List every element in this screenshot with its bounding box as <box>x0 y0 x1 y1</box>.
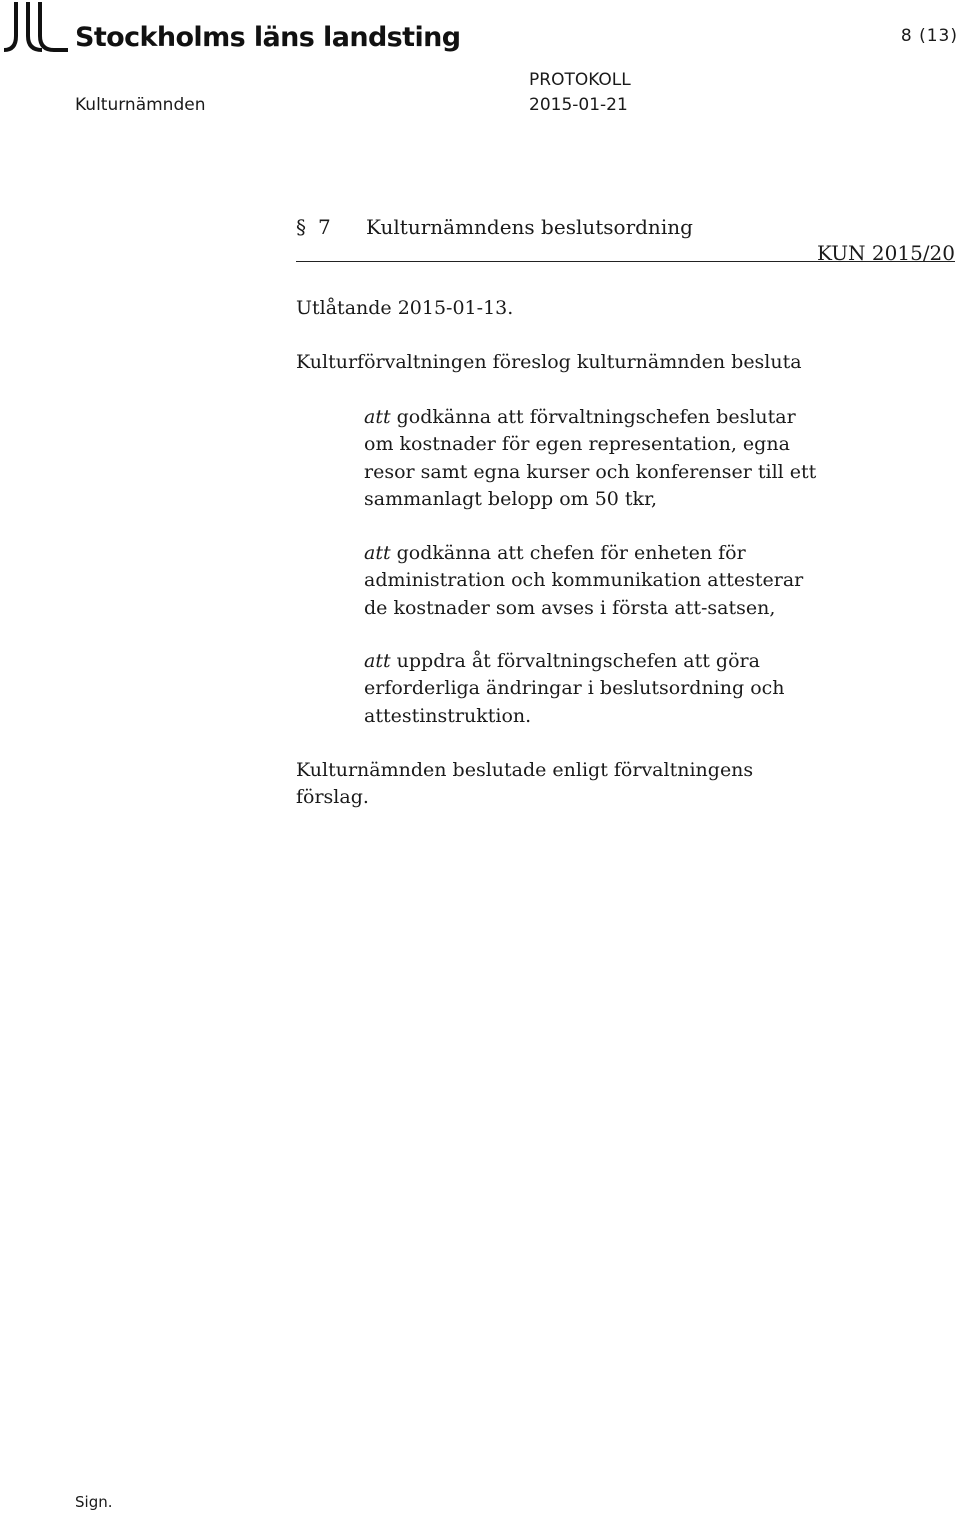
proposal-line: de kostnader som avses i första att-satsen, <box>364 596 776 619</box>
sll-logo-icon <box>2 0 72 56</box>
proposal-text: godkänna att förvaltningschefen beslutar <box>390 406 796 428</box>
proposal-line: resor samt egna kurser och konferenser till ett <box>364 460 817 483</box>
paragraph-sign: § <box>296 215 306 239</box>
decision-text <box>296 757 753 812</box>
proposal-line <box>364 648 924 675</box>
proposal-text: uppdra åt förvaltningschefen att göra <box>390 650 760 672</box>
proposal-line <box>364 404 924 431</box>
heading-divider <box>296 261 955 262</box>
proposal-line: sammanlagt belopp om 50 tkr, <box>364 487 658 510</box>
proposal-line: om kostnader för egen representation, egna <box>364 433 790 456</box>
proposal-intro: Kulturförvaltningen föreslog kulturnämnden besluta <box>296 351 802 373</box>
utlatande-line: Utlåtande 2015-01-13. <box>296 297 514 319</box>
document-type: PROTOKOLL <box>529 70 631 90</box>
proposal-text: godkänna att chefen för enheten för <box>390 542 746 564</box>
organization-logo <box>0 0 470 62</box>
page-number: 8 (13) <box>900 26 958 46</box>
att-keyword: att <box>364 650 391 672</box>
proposal-line: erforderliga ändringar i beslutsordning och <box>364 677 785 700</box>
att-keyword: att <box>364 406 391 428</box>
decision-line: Kulturnämnden beslutade enligt förvaltningens <box>296 759 754 781</box>
section-number: 7 <box>318 215 331 239</box>
proposal-item-1 <box>364 404 924 513</box>
att-keyword: att <box>364 542 391 564</box>
proposal-line <box>364 540 924 567</box>
decision-line: förslag. <box>296 786 369 809</box>
proposal-line: administration och kommunikation attesterar <box>364 569 804 592</box>
signature-label: Sign. <box>75 1493 113 1511</box>
section-title: Kulturnämndens beslutsordning <box>366 215 693 239</box>
document-date: 2015-01-21 <box>529 95 628 115</box>
proposal-item-3 <box>364 648 924 730</box>
section-heading <box>296 215 693 239</box>
organization-name: Stockholms läns landsting <box>75 22 461 53</box>
proposal-item-2 <box>364 540 924 622</box>
proposal-line: attestinstruktion. <box>364 704 532 727</box>
committee-name: Kulturnämnden <box>75 95 206 115</box>
case-number: KUN 2015/20 <box>816 241 955 265</box>
